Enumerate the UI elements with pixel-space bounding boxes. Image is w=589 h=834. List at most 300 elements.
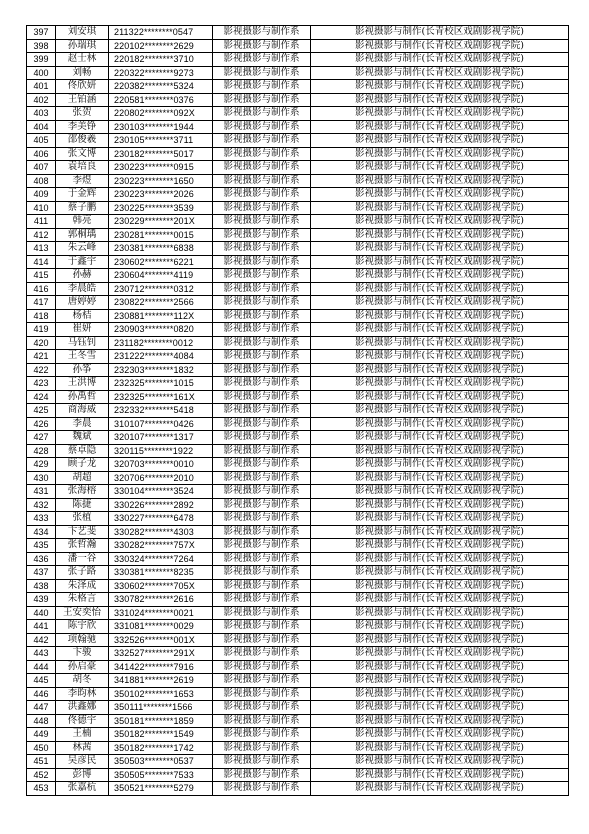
row-number: 418 — [27, 309, 56, 323]
student-name: 孙筝 — [56, 363, 109, 377]
id-number: 230881********112X — [109, 309, 213, 323]
department: 影视摄影与制作系 — [213, 269, 311, 283]
major-campus: 影视摄影与制作(长青校区戏剧影视学院) — [311, 80, 569, 94]
major-campus: 影视摄影与制作(长青校区戏剧影视学院) — [311, 782, 569, 796]
row-number: 432 — [27, 498, 56, 512]
major-campus: 影视摄影与制作(长青校区戏剧影视学院) — [311, 633, 569, 647]
row-number: 453 — [27, 782, 56, 796]
id-number: 350111********1566 — [109, 701, 213, 715]
major-campus: 影视摄影与制作(长青校区戏剧影视学院) — [311, 620, 569, 634]
major-campus: 影视摄影与制作(长青校区戏剧影视学院) — [311, 377, 569, 391]
student-name: 王冬雪 — [56, 350, 109, 364]
row-number: 403 — [27, 107, 56, 121]
id-number: 350505********7533 — [109, 768, 213, 782]
row-number: 414 — [27, 255, 56, 269]
row-number: 404 — [27, 120, 56, 134]
row-number: 437 — [27, 566, 56, 580]
table-row — [27, 309, 569, 323]
student-list-table — [26, 25, 569, 796]
table-row — [27, 458, 569, 472]
department: 影视摄影与制作系 — [213, 120, 311, 134]
student-name: 张贺 — [56, 107, 109, 121]
row-number: 421 — [27, 350, 56, 364]
id-number: 230903********0820 — [109, 323, 213, 337]
student-name: 佟德宇 — [56, 714, 109, 728]
table-row — [27, 93, 569, 107]
id-number: 230712********0312 — [109, 282, 213, 296]
row-number: 410 — [27, 201, 56, 215]
table-row — [27, 525, 569, 539]
id-number: 320706********2010 — [109, 471, 213, 485]
row-number: 401 — [27, 80, 56, 94]
major-campus: 影视摄影与制作(长青校区戏剧影视学院) — [311, 539, 569, 553]
student-name: 王洪博 — [56, 377, 109, 391]
student-name: 李昀林 — [56, 687, 109, 701]
student-name: 马钰钊 — [56, 336, 109, 350]
student-name: 朱泽成 — [56, 579, 109, 593]
major-campus: 影视摄影与制作(长青校区戏剧影视学院) — [311, 174, 569, 188]
row-number: 447 — [27, 701, 56, 715]
row-number: 451 — [27, 755, 56, 769]
student-name: 陈捷 — [56, 498, 109, 512]
id-number: 330104********3524 — [109, 485, 213, 499]
id-number: 231222********4084 — [109, 350, 213, 364]
department: 影视摄影与制作系 — [213, 404, 311, 418]
department: 影视摄影与制作系 — [213, 377, 311, 391]
student-name: 吴彦民 — [56, 755, 109, 769]
id-number: 232325********1015 — [109, 377, 213, 391]
department: 影视摄影与制作系 — [213, 741, 311, 755]
row-number: 408 — [27, 174, 56, 188]
id-number: 350521********5279 — [109, 782, 213, 796]
major-campus: 影视摄影与制作(长青校区戏剧影视学院) — [311, 674, 569, 688]
department: 影视摄影与制作系 — [213, 566, 311, 580]
department: 影视摄影与制作系 — [213, 282, 311, 296]
row-number: 445 — [27, 674, 56, 688]
student-name: 张子路 — [56, 566, 109, 580]
major-campus: 影视摄影与制作(长青校区戏剧影视学院) — [311, 687, 569, 701]
id-number: 332527********291X — [109, 647, 213, 661]
table-row — [27, 579, 569, 593]
student-name: 于鑫宇 — [56, 255, 109, 269]
major-campus: 影视摄影与制作(长青校区戏剧影视学院) — [311, 728, 569, 742]
id-number: 220382********5324 — [109, 80, 213, 94]
department: 影视摄影与制作系 — [213, 687, 311, 701]
student-name: 邵俊羲 — [56, 134, 109, 148]
student-name: 刘安琪 — [56, 26, 109, 40]
major-campus: 影视摄影与制作(长青校区戏剧影视学院) — [311, 53, 569, 67]
student-name: 王楠 — [56, 728, 109, 742]
row-number: 443 — [27, 647, 56, 661]
major-campus: 影视摄影与制作(长青校区戏剧影视学院) — [311, 93, 569, 107]
id-number: 350181********1859 — [109, 714, 213, 728]
major-campus: 影视摄影与制作(长青校区戏剧影视学院) — [311, 417, 569, 431]
id-number: 220322********9273 — [109, 66, 213, 80]
table-row — [27, 201, 569, 215]
row-number: 406 — [27, 147, 56, 161]
student-name: 李煜 — [56, 174, 109, 188]
major-campus: 影视摄影与制作(长青校区戏剧影视学院) — [311, 282, 569, 296]
id-number: 330282********4303 — [109, 525, 213, 539]
department: 影视摄影与制作系 — [213, 242, 311, 256]
student-name: 佟欣妍 — [56, 80, 109, 94]
row-number: 433 — [27, 512, 56, 526]
major-campus: 影视摄影与制作(长青校区戏剧影视学院) — [311, 647, 569, 661]
student-name: 刘畅 — [56, 66, 109, 80]
department: 影视摄影与制作系 — [213, 201, 311, 215]
id-number: 230822********2566 — [109, 296, 213, 310]
student-name: 朱云峰 — [56, 242, 109, 256]
id-number: 220802********092X — [109, 107, 213, 121]
table-row — [27, 539, 569, 553]
id-number: 330226********2892 — [109, 498, 213, 512]
student-name: 王铂涵 — [56, 93, 109, 107]
student-name: 李美铮 — [56, 120, 109, 134]
major-campus: 影视摄影与制作(长青校区戏剧影视学院) — [311, 714, 569, 728]
table-row — [27, 741, 569, 755]
department: 影视摄影与制作系 — [213, 134, 311, 148]
id-number: 330381********8235 — [109, 566, 213, 580]
major-campus: 影视摄影与制作(长青校区戏剧影视学院) — [311, 363, 569, 377]
department: 影视摄影与制作系 — [213, 701, 311, 715]
table-row — [27, 660, 569, 674]
major-campus: 影视摄影与制作(长青校区戏剧影视学院) — [311, 660, 569, 674]
department: 影视摄影与制作系 — [213, 80, 311, 94]
row-number: 428 — [27, 444, 56, 458]
department: 影视摄影与制作系 — [213, 539, 311, 553]
row-number: 441 — [27, 620, 56, 634]
table-row — [27, 147, 569, 161]
student-name: 洪鑫娜 — [56, 701, 109, 715]
id-number: 230223********1650 — [109, 174, 213, 188]
department: 影视摄影与制作系 — [213, 755, 311, 769]
major-campus: 影视摄影与制作(长青校区戏剧影视学院) — [311, 201, 569, 215]
table-row — [27, 188, 569, 202]
department: 影视摄影与制作系 — [213, 174, 311, 188]
table-row — [27, 431, 569, 445]
table-row — [27, 120, 569, 134]
row-number: 436 — [27, 552, 56, 566]
department: 影视摄影与制作系 — [213, 782, 311, 796]
major-campus: 影视摄影与制作(长青校区戏剧影视学院) — [311, 701, 569, 715]
table-row — [27, 255, 569, 269]
table-row — [27, 647, 569, 661]
table-row — [27, 485, 569, 499]
row-number: 442 — [27, 633, 56, 647]
id-number: 320115********1922 — [109, 444, 213, 458]
table-row — [27, 269, 569, 283]
major-campus: 影视摄影与制作(长青校区戏剧影视学院) — [311, 336, 569, 350]
department: 影视摄影与制作系 — [213, 633, 311, 647]
student-name: 项翰驰 — [56, 633, 109, 647]
major-campus: 影视摄影与制作(长青校区戏剧影视学院) — [311, 606, 569, 620]
department: 影视摄影与制作系 — [213, 350, 311, 364]
major-campus: 影视摄影与制作(长青校区戏剧影视学院) — [311, 593, 569, 607]
id-number: 350182********1742 — [109, 741, 213, 755]
major-campus: 影视摄影与制作(长青校区戏剧影视学院) — [311, 404, 569, 418]
student-name: 蔡子鹏 — [56, 201, 109, 215]
major-campus: 影视摄影与制作(长青校区戏剧影视学院) — [311, 39, 569, 53]
student-name: 蔡卓隐 — [56, 444, 109, 458]
table-row — [27, 228, 569, 242]
student-name: 顾子龙 — [56, 458, 109, 472]
id-number: 231182********0012 — [109, 336, 213, 350]
row-number: 415 — [27, 269, 56, 283]
student-name: 张哲瀚 — [56, 539, 109, 553]
student-name: 袁培良 — [56, 161, 109, 175]
id-number: 320703********0010 — [109, 458, 213, 472]
major-campus: 影视摄影与制作(长青校区戏剧影视学院) — [311, 768, 569, 782]
major-campus: 影视摄影与制作(长青校区戏剧影视学院) — [311, 471, 569, 485]
table-row — [27, 687, 569, 701]
major-campus: 影视摄影与制作(长青校区戏剧影视学院) — [311, 134, 569, 148]
table-row — [27, 215, 569, 229]
major-campus: 影视摄影与制作(长青校区戏剧影视学院) — [311, 431, 569, 445]
id-number: 341422********7916 — [109, 660, 213, 674]
student-name: 卞骏 — [56, 647, 109, 661]
department: 影视摄影与制作系 — [213, 215, 311, 229]
row-number: 431 — [27, 485, 56, 499]
major-campus: 影视摄影与制作(长青校区戏剧影视学院) — [311, 147, 569, 161]
id-number: 310107********0426 — [109, 417, 213, 431]
table-row — [27, 674, 569, 688]
id-number: 230602********6221 — [109, 255, 213, 269]
row-number: 422 — [27, 363, 56, 377]
table-row — [27, 444, 569, 458]
table-row — [27, 26, 569, 40]
student-name: 胡超 — [56, 471, 109, 485]
row-number: 409 — [27, 188, 56, 202]
major-campus: 影视摄影与制作(长青校区戏剧影视学院) — [311, 161, 569, 175]
table-row — [27, 390, 569, 404]
table-row — [27, 323, 569, 337]
department: 影视摄影与制作系 — [213, 296, 311, 310]
row-number: 412 — [27, 228, 56, 242]
student-name: 彭博 — [56, 768, 109, 782]
table-row — [27, 633, 569, 647]
id-number: 330324********7264 — [109, 552, 213, 566]
student-name: 张植 — [56, 512, 109, 526]
major-campus: 影视摄影与制作(长青校区戏剧影视学院) — [311, 485, 569, 499]
student-name: 孙禹哲 — [56, 390, 109, 404]
id-number: 230223********0915 — [109, 161, 213, 175]
department: 影视摄影与制作系 — [213, 188, 311, 202]
department: 影视摄影与制作系 — [213, 512, 311, 526]
department: 影视摄影与制作系 — [213, 417, 311, 431]
id-number: 230223********2026 — [109, 188, 213, 202]
table-row — [27, 593, 569, 607]
id-number: 330602********705X — [109, 579, 213, 593]
major-campus: 影视摄影与制作(长青校区戏剧影视学院) — [311, 66, 569, 80]
table-row — [27, 363, 569, 377]
table-row — [27, 417, 569, 431]
row-number: 435 — [27, 539, 56, 553]
id-number: 232303********1832 — [109, 363, 213, 377]
department: 影视摄影与制作系 — [213, 336, 311, 350]
table-row — [27, 620, 569, 634]
major-campus: 影视摄影与制作(长青校区戏剧影视学院) — [311, 552, 569, 566]
id-number: 331024********0021 — [109, 606, 213, 620]
row-number: 397 — [27, 26, 56, 40]
major-campus: 影视摄影与制作(长青校区戏剧影视学院) — [311, 228, 569, 242]
major-campus: 影视摄影与制作(长青校区戏剧影视学院) — [311, 755, 569, 769]
table-row — [27, 377, 569, 391]
row-number: 419 — [27, 323, 56, 337]
row-number: 416 — [27, 282, 56, 296]
row-number: 444 — [27, 660, 56, 674]
department: 影视摄影与制作系 — [213, 728, 311, 742]
id-number: 230105********3711 — [109, 134, 213, 148]
major-campus: 影视摄影与制作(长青校区戏剧影视学院) — [311, 309, 569, 323]
row-number: 448 — [27, 714, 56, 728]
table-row — [27, 552, 569, 566]
table-row — [27, 498, 569, 512]
student-name: 商海威 — [56, 404, 109, 418]
student-name: 孙赫 — [56, 269, 109, 283]
table-row — [27, 728, 569, 742]
department: 影视摄影与制作系 — [213, 552, 311, 566]
id-number: 211322********0547 — [109, 26, 213, 40]
student-name: 张嘉杭 — [56, 782, 109, 796]
id-number: 230281********0015 — [109, 228, 213, 242]
department: 影视摄影与制作系 — [213, 458, 311, 472]
department: 影视摄影与制作系 — [213, 485, 311, 499]
id-number: 232325********161X — [109, 390, 213, 404]
student-name: 王安奕怡 — [56, 606, 109, 620]
table-row — [27, 714, 569, 728]
major-campus: 影视摄影与制作(长青校区戏剧影视学院) — [311, 255, 569, 269]
id-number: 230604********4119 — [109, 269, 213, 283]
student-name: 卞艺斐 — [56, 525, 109, 539]
table-row — [27, 350, 569, 364]
row-number: 413 — [27, 242, 56, 256]
id-number: 220581********0376 — [109, 93, 213, 107]
id-number: 330227********6478 — [109, 512, 213, 526]
department: 影视摄影与制作系 — [213, 228, 311, 242]
row-number: 429 — [27, 458, 56, 472]
department: 影视摄影与制作系 — [213, 431, 311, 445]
student-name: 朱格言 — [56, 593, 109, 607]
row-number: 402 — [27, 93, 56, 107]
department: 影视摄影与制作系 — [213, 444, 311, 458]
student-name: 张文博 — [56, 147, 109, 161]
major-campus: 影视摄影与制作(长青校区戏剧影视学院) — [311, 741, 569, 755]
department: 影视摄影与制作系 — [213, 593, 311, 607]
row-number: 399 — [27, 53, 56, 67]
department: 影视摄影与制作系 — [213, 660, 311, 674]
id-number: 232332********5418 — [109, 404, 213, 418]
major-campus: 影视摄影与制作(长青校区戏剧影视学院) — [311, 26, 569, 40]
student-name: 郭桐瑀 — [56, 228, 109, 242]
student-name: 胡冬 — [56, 674, 109, 688]
row-number: 424 — [27, 390, 56, 404]
student-name: 崔妍 — [56, 323, 109, 337]
major-campus: 影视摄影与制作(长青校区戏剧影视学院) — [311, 525, 569, 539]
row-number: 405 — [27, 134, 56, 148]
row-number: 411 — [27, 215, 56, 229]
department: 影视摄影与制作系 — [213, 309, 311, 323]
student-name: 于金辉 — [56, 188, 109, 202]
major-campus: 影视摄影与制作(长青校区戏剧影视学院) — [311, 215, 569, 229]
department: 影视摄影与制作系 — [213, 161, 311, 175]
department: 影视摄影与制作系 — [213, 53, 311, 67]
student-name: 赵士林 — [56, 53, 109, 67]
major-campus: 影视摄影与制作(长青校区戏剧影视学院) — [311, 269, 569, 283]
table-row — [27, 755, 569, 769]
department: 影视摄影与制作系 — [213, 768, 311, 782]
row-number: 398 — [27, 39, 56, 53]
id-number: 220102********2629 — [109, 39, 213, 53]
id-number: 330282********757X — [109, 539, 213, 553]
row-number: 425 — [27, 404, 56, 418]
row-number: 430 — [27, 471, 56, 485]
row-number: 439 — [27, 593, 56, 607]
major-campus: 影视摄影与制作(长青校区戏剧影视学院) — [311, 107, 569, 121]
major-campus: 影视摄影与制作(长青校区戏剧影视学院) — [311, 188, 569, 202]
major-campus: 影视摄影与制作(长青校区戏剧影视学院) — [311, 296, 569, 310]
table-row — [27, 296, 569, 310]
id-number: 220182********3710 — [109, 53, 213, 67]
major-campus: 影视摄影与制作(长青校区戏剧影视学院) — [311, 498, 569, 512]
department: 影视摄影与制作系 — [213, 714, 311, 728]
table-row — [27, 39, 569, 53]
table-row — [27, 282, 569, 296]
row-number: 450 — [27, 741, 56, 755]
id-number: 320107********1317 — [109, 431, 213, 445]
row-number: 417 — [27, 296, 56, 310]
department: 影视摄影与制作系 — [213, 107, 311, 121]
id-number: 332526********001X — [109, 633, 213, 647]
student-name: 李晨 — [56, 417, 109, 431]
student-name: 唐婷婷 — [56, 296, 109, 310]
table-body — [27, 26, 569, 796]
student-name: 张海榕 — [56, 485, 109, 499]
id-number: 230229********201X — [109, 215, 213, 229]
department: 影视摄影与制作系 — [213, 363, 311, 377]
table-row — [27, 242, 569, 256]
student-name: 林茜 — [56, 741, 109, 755]
department: 影视摄影与制作系 — [213, 579, 311, 593]
row-number: 438 — [27, 579, 56, 593]
row-number: 407 — [27, 161, 56, 175]
id-number: 230182********5017 — [109, 147, 213, 161]
major-campus: 影视摄影与制作(长青校区戏剧影视学院) — [311, 566, 569, 580]
department: 影视摄影与制作系 — [213, 93, 311, 107]
table-row — [27, 512, 569, 526]
row-number: 434 — [27, 525, 56, 539]
student-name: 魏斌 — [56, 431, 109, 445]
table-row — [27, 782, 569, 796]
table-row — [27, 80, 569, 94]
row-number: 427 — [27, 431, 56, 445]
department: 影视摄影与制作系 — [213, 498, 311, 512]
student-name: 孙瑞琪 — [56, 39, 109, 53]
table-row — [27, 53, 569, 67]
id-number: 230225********3539 — [109, 201, 213, 215]
department: 影视摄影与制作系 — [213, 620, 311, 634]
table-row — [27, 174, 569, 188]
row-number: 426 — [27, 417, 56, 431]
table-row — [27, 161, 569, 175]
id-number: 331081********0029 — [109, 620, 213, 634]
department: 影视摄影与制作系 — [213, 147, 311, 161]
id-number: 350503********0537 — [109, 755, 213, 769]
row-number: 440 — [27, 606, 56, 620]
table-row — [27, 336, 569, 350]
major-campus: 影视摄影与制作(长青校区戏剧影视学院) — [311, 458, 569, 472]
table-row — [27, 471, 569, 485]
table-row — [27, 404, 569, 418]
